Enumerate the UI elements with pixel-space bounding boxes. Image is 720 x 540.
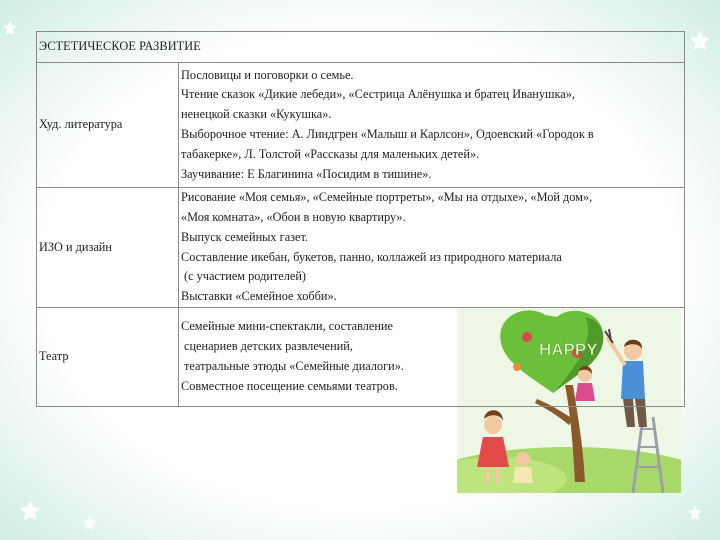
category-theatre: Театр <box>37 308 179 407</box>
text-line: Пословицы и поговорки о семье. <box>181 67 354 82</box>
category-literature: Худ. литература <box>37 63 179 188</box>
text-line: сценариев детских развлечений, <box>184 339 353 354</box>
happy-caption: HAPPY <box>539 340 598 359</box>
text-line: ненецкой сказки «Кукушка». <box>181 107 332 122</box>
text-line: Выставки «Семейное хобби». <box>181 289 337 304</box>
text-line: Совместное посещение семьями театров. <box>181 378 398 393</box>
title-row <box>37 32 685 63</box>
text-line: (с участием родителей) <box>184 269 307 284</box>
slide-title: ЭСТЕТИЧЕСКОЕ РАЗВИТИЕ <box>37 32 685 63</box>
description-theatre <box>179 308 685 407</box>
text-line: Рисование «Моя семья», «Семейные портреты», «Мы на отдыхе», «Мой дом», <box>181 190 593 205</box>
text-line: Выборочное чтение: А. Линдгрен «Малыш и Карлсон», Одоевский «Городок в <box>181 127 594 141</box>
category-art-design: ИЗО и дизайн <box>37 188 179 308</box>
text-line: Семейные мини-спектакли, составление <box>181 319 393 334</box>
content-table <box>36 31 685 407</box>
text-line: «Моя комната», «Обои в новую квартиру». <box>181 209 406 224</box>
text-line: Выпуск семейных газет. <box>181 229 308 244</box>
description-art-design <box>179 188 685 308</box>
text-line: Составление икебан, букетов, панно, коллажей из природного материала <box>181 249 562 264</box>
text-line: театральные этюды «Семейные диалоги». <box>184 359 404 373</box>
table-row <box>37 188 685 308</box>
text-line: табакерке», Л. Толстой «Рассказы для маленьких детей». <box>181 146 480 161</box>
table-row <box>37 308 685 407</box>
text-line: Заучивание: Е Благинина «Посидим в тишине». <box>181 166 432 181</box>
text-line: Чтение сказок «Дикие лебеди», «Сестрица Алёнушка и братец Иванушка», <box>181 87 575 102</box>
table-row <box>37 63 685 188</box>
description-literature <box>179 63 685 188</box>
